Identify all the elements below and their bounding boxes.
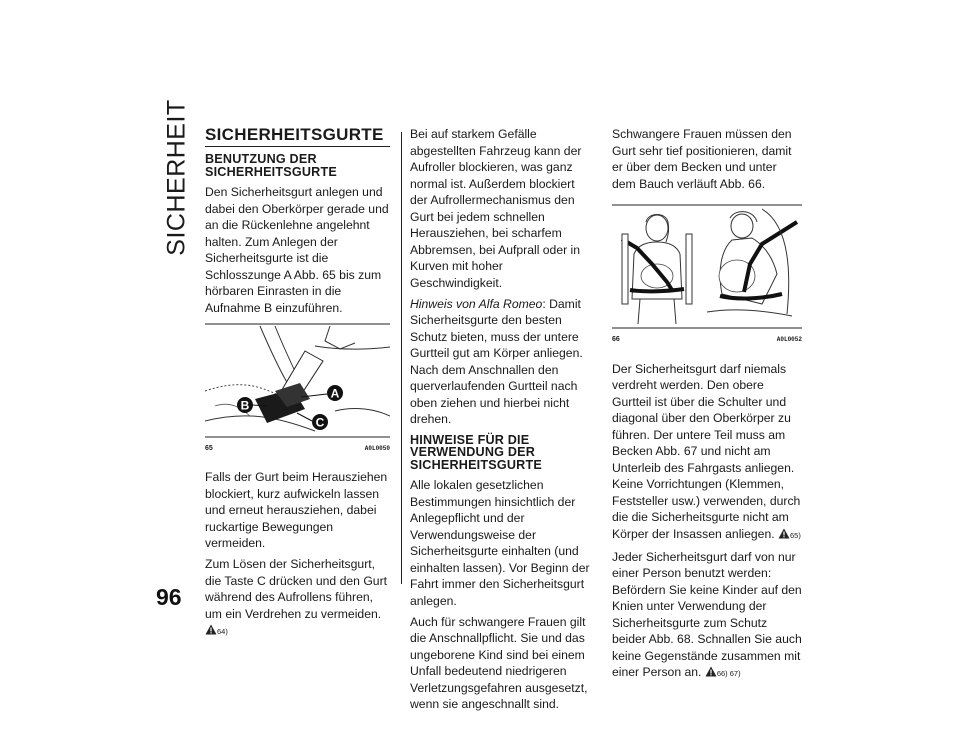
figure-66 (612, 204, 802, 349)
paragraph: Jeder Sicherheitsgurt darf von nur einer Person benutzt werden: Befördern Sie keine Kinder auf den Knien unter Verwendung der Sicherheitsgurte zum Schutz beider Abb. 68. Schnallen Sie auch keine Gegenstände zusammen mit einer Person an. 66) 67) (612, 549, 802, 679)
paragraph: Schwangere Frauen müssen den Gurt sehr tief positionieren, damit er über dem Becken und unter dem Bauch verläuft Abb. 66. (612, 127, 792, 191)
label-a: A (330, 386, 340, 400)
paragraph: Alle lokalen gesetzlichen Bestimmungen hinsichtlich der Anlegepflicht und der Verwendungsweise der Sicherheitsgurte einhalten (und einhalten lassen). Vor Beginn der Fahrt immer den Sicherheitsgurt anlegen. (410, 478, 590, 608)
column-middle (410, 126, 595, 717)
paragraph: Falls der Gurt beim Herausziehen blockiert, kurz aufwickeln lassen und erneut herausziehen, dabei ruckartige Bewegungen vermeiden. (205, 470, 388, 550)
section-heading-usage: BENUTZUNG DER SICHERHEITSGURTE (205, 152, 337, 179)
paragraph: Bei auf starkem Gefälle abgestellten Fahrzeug kann der Aufroller blockieren, was ganz normal ist. Außerdem blockiert der Aufrollermechanismus den Gurt bei jedem schnellen Herausziehen, bei scharfem Abbremsen, bei Aufprall oder in Kurven mit hoher Geschwindigkeit. (410, 127, 582, 290)
figure-code: A0L0050 (364, 444, 390, 452)
section-heading-notes: HINWEISE FÜR DIE VERWENDUNG DER SICHERHEITSGURTE (410, 432, 542, 472)
paragraph: Hinweis von Alfa Romeo: Damit Sicherheitsgurte den besten Schutz bieten, muss der untere Gurtteil gut am Körper anliegen. Nach dem Anschnallen den querverlaufenden Gurtteil nach oben ziehen und hierbei nicht drehen. (410, 296, 583, 426)
warning-icon (205, 624, 217, 635)
figure-65 (205, 321, 390, 458)
paragraph: Den Sicherheitsgurt anlegen und dabei den Oberkörper gerade und an die Rückenlehne angelehnt halten. Zum Anlegen der Sicherheitsgurte ist die Schlosszunge A Abb. 65 bis zum hörbaren Einrasten in die Aufnahme B einzuführen. (205, 185, 389, 315)
seatbelt-buckle-illustration (205, 321, 390, 439)
page-title: SICHERHEITSGURTE (205, 126, 390, 147)
figure-number: 65 (205, 444, 213, 452)
reference-number: 66) 67) (716, 669, 741, 678)
column-left (205, 126, 390, 645)
reference-number: 64) (217, 627, 228, 636)
label-c: C (315, 415, 325, 429)
column-divider (401, 132, 402, 584)
column-right (612, 126, 802, 687)
figure-code: A0L0052 (776, 336, 802, 343)
warning-icon (705, 666, 717, 677)
warning-icon (778, 528, 790, 539)
pregnant-woman-seatbelt-illustration (612, 204, 802, 330)
label-b: B (240, 398, 250, 412)
paragraph: Zum Lösen der Sicherheitsgurt, die Taste C drücken und den Gurt während des Aufrollens führen, um ein Verdrehen zu vermeiden. 64) (205, 557, 388, 636)
page-number: 96 (156, 584, 182, 610)
figure-number: 66 (612, 336, 620, 343)
figure-caption (205, 439, 390, 458)
section-label: SICHERHEIT (162, 99, 191, 256)
alfa-romeo-note-label: Hinweis von Alfa Romeo (410, 296, 543, 311)
paragraph: Auch für schwangere Frauen gilt die Anschnallpflicht. Sie und das ungeborene Kind sind bei einem Unfall bedeutend niedrigeren Verletzungsgefahren ausgesetzt, wenn sie angeschnallt sind. (410, 614, 588, 711)
figure-caption (612, 330, 802, 349)
reference-number: 65) (790, 530, 801, 540)
paragraph: Der Sicherheitsgurt darf niemals verdreht werden. Den obere Gurtteil ist über die Schulter und diagonal über den Oberkörper zu führen. Der untere Teil muss am Becken Abb. 67 und nicht am Unterleib des Fahrgasts anliegen. Keine Vorrichtungen (Klemmen, Feststeller usw.) verwenden, durch die die Sicherheitsgurte nicht am Körper der Insassen anliegen. 65) (612, 361, 801, 541)
